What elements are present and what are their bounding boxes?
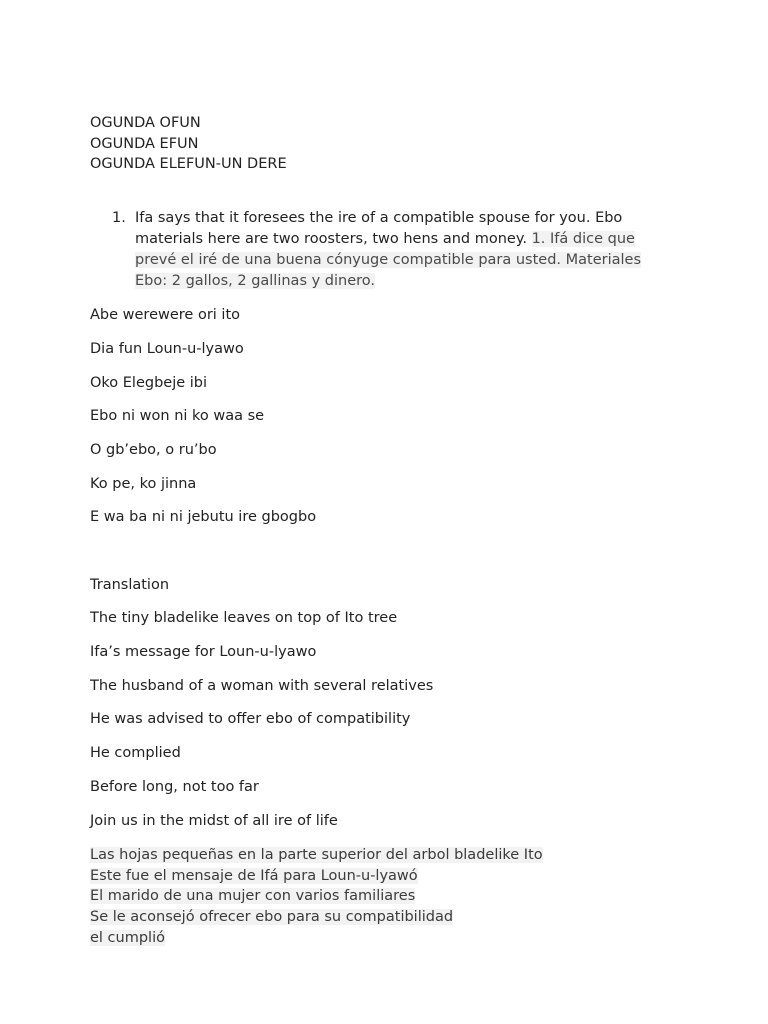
title-block [90, 113, 287, 175]
translation-line: The husband of a woman with several relatives [90, 678, 434, 694]
verse-line: Dia fun Loun-u-lyawo [90, 341, 244, 357]
spanish-line: el cumplió [90, 929, 165, 946]
verse-line: Oko Elegbeje ibi [90, 375, 208, 391]
heading-line: OGUNDA ELEFUN-UN DERE [90, 156, 287, 172]
list-item-spanish: 1. Ifá dice que prevé el iré de una buena cónyuge compatible para usted. Materiales Ebo: 2 gallos, 2 gallinas y dinero. [135, 231, 642, 289]
translation-line: The tiny bladelike leaves on top of Ito tree [90, 610, 398, 626]
spanish-line: Este fue el mensaje de Ifá para Loun-u-lyawó [90, 867, 418, 884]
verse-line: Ebo ni won ni ko waa se [90, 408, 265, 424]
numbered-list-item [112, 208, 672, 292]
translation-heading: Translation [90, 577, 170, 593]
verse-line: E wa ba ni ni jebutu ire gbogbo [90, 509, 317, 525]
spanish-line: Se le aconsejó ofrecer ebo para su compatibilidad [90, 909, 454, 926]
list-item-english: Ifa says that it foresees the ire of a compatible spouse for you. Ebo materials here are two roosters, two hens and money. [135, 210, 623, 247]
translation-line: He complied [90, 745, 181, 761]
translation-line: Before long, not too far [90, 779, 259, 795]
spanish-line: El marido de una mujer con varios familiares [90, 888, 416, 905]
verse-line: Abe werewere ori ito [90, 307, 241, 323]
translation-line: He was advised to offer ebo of compatibility [90, 711, 411, 727]
translation-line: Ifa’s message for Loun-u-lyawo [90, 644, 317, 660]
verse-line: O gb’ebo, o ru’bo [90, 442, 217, 458]
heading-line: OGUNDA EFUN [90, 135, 199, 152]
list-number: 1. [112, 210, 126, 226]
verse-line: Ko pe, ko jinna [90, 476, 197, 492]
spanish-translation-block [90, 845, 543, 949]
translation-line: Join us in the midst of all ire of life [90, 813, 338, 829]
spanish-line: Las hojas pequeñas en la parte superior del arbol bladelike Ito [90, 847, 543, 863]
heading-line: OGUNDA OFUN [90, 115, 201, 131]
